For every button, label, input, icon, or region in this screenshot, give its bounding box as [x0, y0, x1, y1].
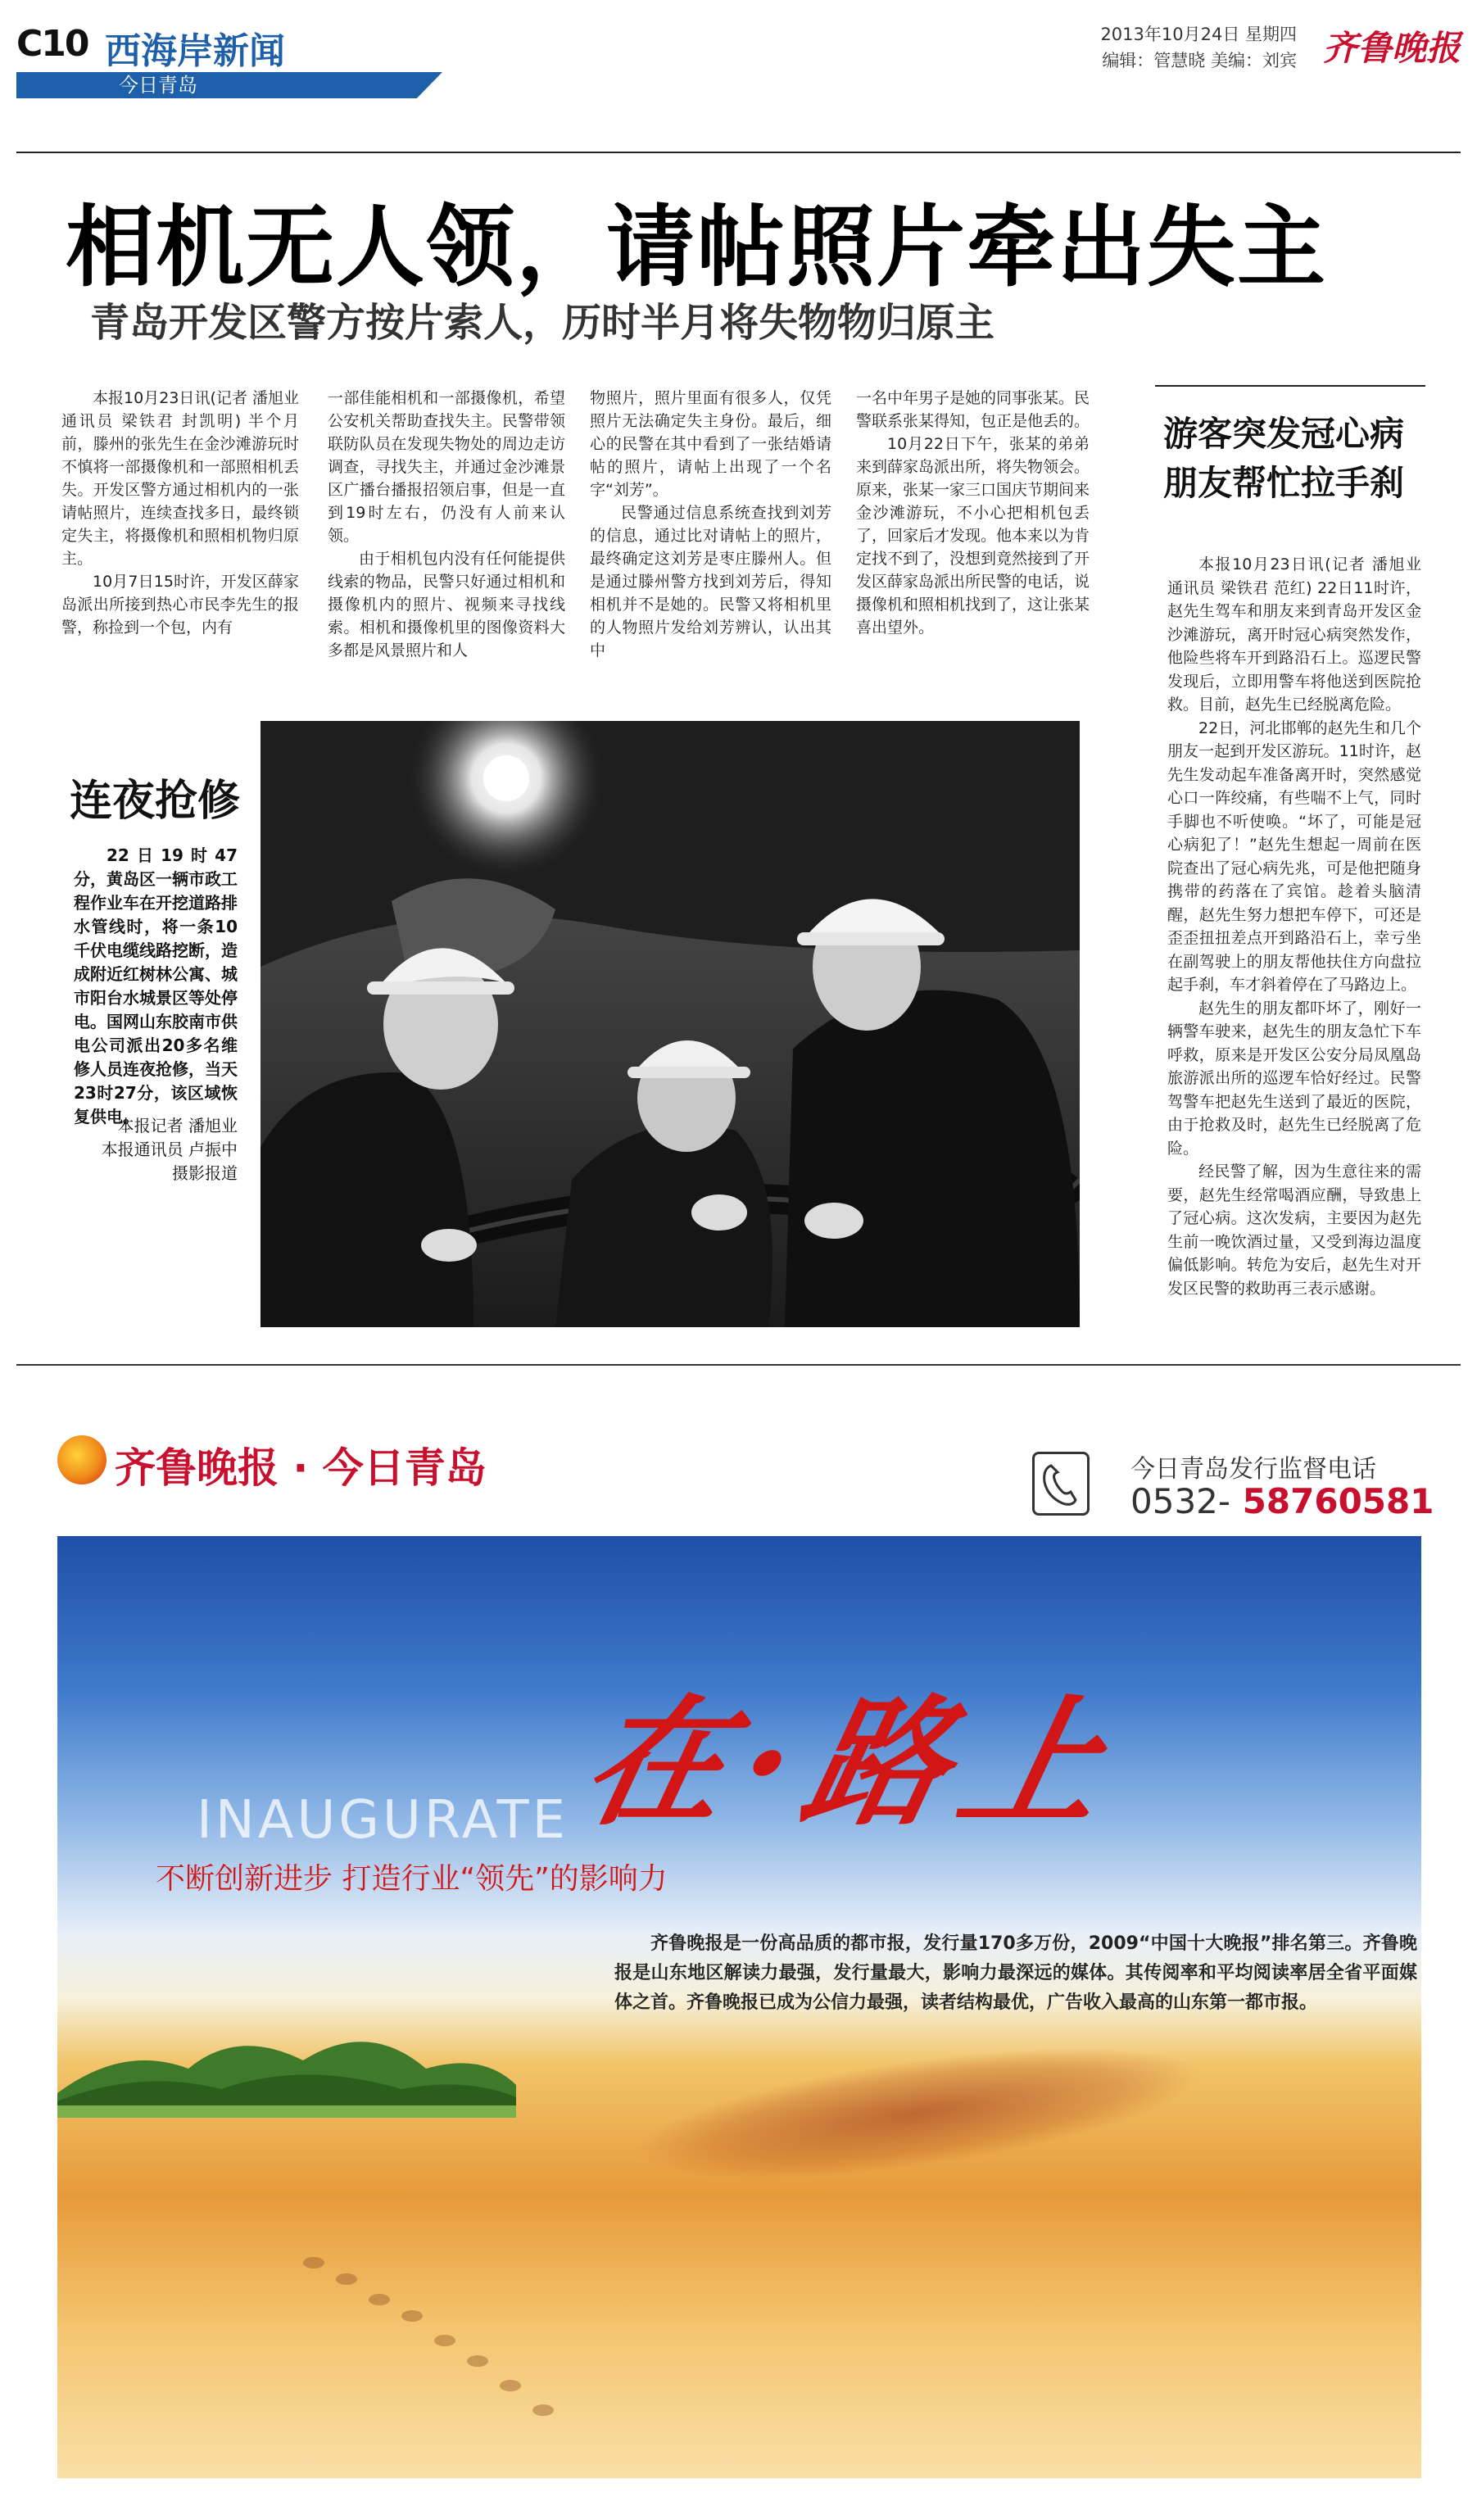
footprint — [401, 2310, 423, 2322]
paragraph: 赵先生的朋友都吓坏了，刚好一辆警车驶来，赵先生的朋友急忙下车呼救，原来是开发区公安分局凤凰岛旅游派出所的巡逻车恰好经过。民警驾警车把赵先生送到了最近的医院，由于抢救及时，赵先生已经脱离了危险。 — [1167, 999, 1421, 1158]
paragraph: 10月22日下午，张某的弟弟来到薛家岛派出所，将失物领会。原来，张某一家三口国庆节期间来金沙滩游玩，不小心把相机包丢了，回家后才发现。他本来以为肯定找不到了，没想到竟然接到了开发区薛家岛派出所民警的电话，说摄像机和照相机找到了，这让张某喜出望外。 — [856, 435, 1090, 637]
section-bar — [16, 72, 442, 98]
paragraph: 本报10月23日讯(记者 潘旭业 通讯员 梁铁君 范红) 22日11时许，赵先生驾车和朋友来到青岛开发区金沙滩游玩，离开时冠心病突然发作，他险些将车开到路沿石上。巡逻民警发现后，立即用警车将他送到医院抢救。目前，赵先生已经脱离危险。 — [1167, 555, 1421, 714]
top-divider — [16, 152, 1461, 153]
page-number: C10 — [16, 23, 88, 65]
masthead — [16, 16, 1461, 97]
tree-line-illustration — [57, 1995, 516, 2118]
section-name: 西海岸新闻 — [105, 30, 285, 72]
repair-crew-photo — [261, 721, 1080, 1327]
phone-label: 今日青岛发行监督电话 — [1130, 1455, 1376, 1484]
newspaper-emblem-icon — [57, 1435, 106, 1484]
paragraph: 物照片，照片里面有很多人，仅凭照片无法确定失主身份。最后，细心的民警在其中看到了一张结婚请帖的照片，请帖上出现了一个名字“刘芳”。 — [590, 389, 831, 499]
story-column-3 — [590, 387, 831, 662]
ad-english-word: INAUGURATE — [197, 1790, 569, 1851]
phone-area-code: 0532- — [1130, 1481, 1231, 1521]
paragraph: 齐鲁晚报是一份高品质的都市报，发行量170多万份，2009“中国十大晚报”排名第三。齐鲁晚报是山东地区解读力最强，发行量最大，影响力最深远的媒体。其传阅率和平均阅读率居全省平面媒体之首。齐鲁晚报已成为公信力最强，读者结构最优，广告收入最高的山东第一都市报。 — [614, 1933, 1417, 2013]
subsection-name: 今日青岛 — [119, 74, 197, 97]
paragraph: 由于相机包内没有任何能提供线索的物品，民警只好通过相机和摄像机内的照片、视频来寻找线索。相机和摄像机里的图像资料大多都是风景照片和人 — [328, 550, 565, 659]
story-column-1 — [61, 387, 299, 639]
footprint — [532, 2404, 554, 2416]
paragraph: 22日，河北邯郸的赵先生和几个朋友一起到开发区游玩。11时许，赵先生发动起车准备离开时，突然感觉心口一阵绞痛，有些喘不上气，同时手脚也不听使唤。“坏了，可能是冠心病犯了！”赵先生想起一周前在医院查出了冠心病先兆，可是他把随身携带的药落在了宾馆。趁着头脑清醒，赵先生努力想把车停下，可还是歪歪扭扭差点开到路沿石上，幸亏坐在副驾驶上的朋友帮他扶住方向盘拉起手刹，车才斜着停在了马路边上。 — [1167, 718, 1421, 994]
side-story-body — [1167, 553, 1421, 1300]
side-story-title: 游客突发冠心病朋友帮忙拉手刹 — [1163, 414, 1405, 503]
ad-body-text — [614, 1929, 1417, 2018]
photo-caption — [74, 844, 238, 1129]
paragraph: 民警通过信息系统查找到刘芳的信息，通过比对请帖上的照片，最终确定这刘芳是枣庄滕州人。但是通过滕州警方找到刘芳后，得知相机并不是她的。民警又将相机里的人物照片发给刘芳辨认，认出其中 — [590, 504, 831, 659]
credit-line: 本报通讯员 卢振中 — [101, 1140, 238, 1159]
photo-story-title: 连夜抢修 — [70, 777, 241, 826]
footprint — [500, 2380, 521, 2391]
footprint — [467, 2355, 488, 2367]
main-headline: 相机无人领，请帖照片牵出失主 — [66, 197, 1328, 299]
footprint — [303, 2257, 324, 2268]
phone-number — [1130, 1481, 1434, 1521]
paragraph: 经民警了解，因为生意往来的需要，赵先生经常喝酒应酬，导致患上了冠心病。这次发病，主要因为赵先生前一晚饮酒过量，又受到海边温度偏低影响。转危为安后，赵先生对开发区民警的救助再三表示感谢。 — [1167, 1163, 1421, 1298]
story-column-2 — [328, 387, 565, 662]
paragraph: 一名中年男子是她的同事张某。民警联系张某得知，包正是他丢的。 — [856, 389, 1090, 430]
phone-handset-icon — [1035, 1454, 1087, 1513]
ad-slogan: 不断创新进步 打造行业“领先”的影响力 — [156, 1862, 668, 1896]
photo-credit — [78, 1114, 238, 1185]
footprint — [434, 2335, 455, 2346]
footprint — [369, 2294, 390, 2305]
phone-digits: 58760581 — [1242, 1481, 1434, 1521]
newspaper-logo: 齐鲁晚报 — [1322, 28, 1461, 68]
side-story-divider — [1155, 385, 1425, 387]
paragraph: 本报10月23日讯(记者 潘旭业 通讯员 梁铁君 封凯明) 半个月前，滕州的张先生在金沙滩游玩时不慎将一部摄像机和一部照相机丢失。开发区警方通过相机内的一张请帖照片，连续查找多日，最终锁定失主，将摄像机和照相机物归原主。 — [61, 389, 299, 568]
ad-calligraphy-title: 在·路上 — [569, 1681, 1137, 1845]
advertisement-scene — [57, 1536, 1421, 2478]
advertisement-logo: 齐鲁晚报 · 今日青岛 — [115, 1444, 487, 1492]
paragraph: 一部佳能相机和一部摄像机，希望公安机关帮助查找失主。民警带领联防队员在发现失物处的周边走访调查，寻找失主，并通过金沙滩景区广播台播报招领启事，但是一直到19时左右，仍没有人前来认领。 — [328, 389, 565, 545]
paragraph: 10月7日15时许，开发区薛家岛派出所接到热心市民李先生的报警，称捡到一个包，内有 — [61, 573, 299, 637]
editor-credits: 编辑：管慧晓 美编：刘宾 — [1102, 51, 1297, 70]
footprint — [336, 2273, 357, 2285]
phone-icon — [1032, 1452, 1090, 1516]
issue-date: 2013年10月24日 星期四 — [1100, 25, 1297, 44]
sub-headline: 青岛开发区警方按片索人，历时半月将失物物归原主 — [90, 300, 995, 346]
story-column-4 — [856, 387, 1090, 639]
caption-text: 22日19时47分，黄岛区一辆市政工程作业车在开挖道路排水管线时，将一条10千伏电缆线路挖断，造成附近红树林公寓、城市阳台水城景区等处停电。国网山东胶南市供电公司派出20多名维修人员连夜抢修，当天23时27分，该区域恢复供电。 — [74, 845, 238, 1126]
photo-illustration — [261, 721, 1080, 1327]
credit-line: 摄影报道 — [172, 1163, 238, 1183]
dune-shadow — [626, 2021, 1208, 2206]
credit-line: 本报记者 潘旭业 — [117, 1116, 238, 1135]
